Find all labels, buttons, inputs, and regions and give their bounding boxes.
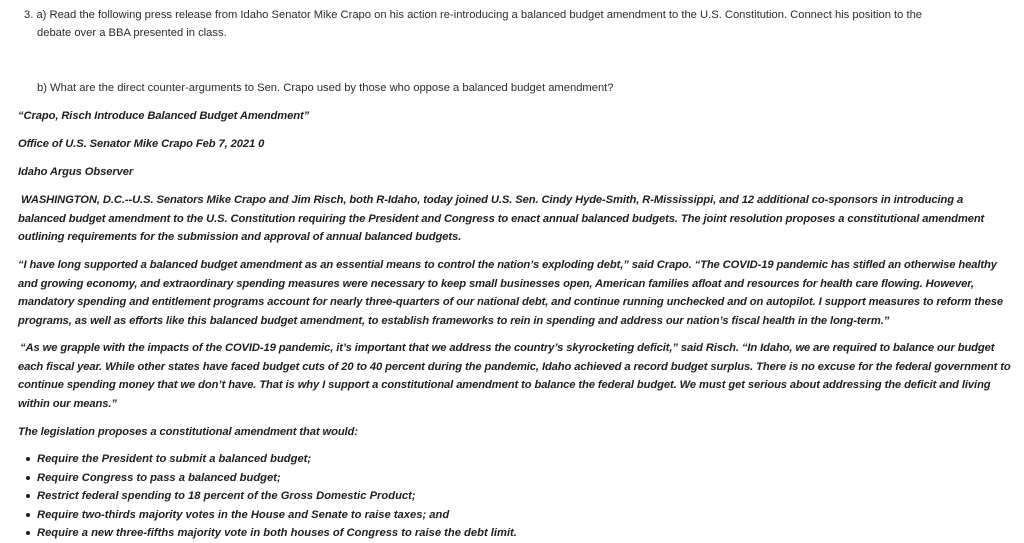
legislation-bullet-list: [18, 450, 918, 543]
list-item-text: Restrict federal spending to 18 percent of the Gross Domestic Product;: [37, 490, 416, 503]
question-3b: b) What are the direct counter-arguments to Sen. Crapo used by those who oppose a balanced budget amendment?: [37, 82, 614, 94]
article-paragraph-2: “I have long supported a balanced budget amendment as an essential means to control the nation’s exploding debt,” said Crapo. “The COVID-19 pandemic has stifled an otherwise healthy and growing economy, and extraordinary spending measures were necessary to keep small businesses open, American families afloat and resources for health care flowing. However, mandatory spending and entitlement programs account for nearly three-quarters of our national debt, and continue running unchecked and on autopilot. I support measures to reform these programs, as well as efforts like this balanced budget amendment, to establish frameworks to rein in spending and address our nation’s fiscal health in the long-term.”: [18, 259, 1003, 327]
list-item-text: Require two-thirds majority votes in the House and Senate to raise taxes; and: [37, 508, 450, 521]
list-item-text: Require Congress to pass a balanced budget;: [37, 471, 281, 484]
list-item-text: Require the President to submit a balanced budget;: [37, 453, 312, 465]
question-3a: [24, 6, 1009, 42]
list-item: [18, 487, 918, 506]
article-paragraph-1: [18, 191, 1008, 247]
list-item: [18, 469, 918, 488]
question-number: 3. a): [24, 9, 47, 21]
article-paragraph-3: [18, 339, 1012, 413]
list-item: [18, 524, 918, 543]
list-item: [18, 506, 918, 525]
paragraph-3-text: “As we grapple with the impacts of the COVID-19 pandemic, it’s important that we address the country’s skyrocketing deficit,” said Risch. “In Idaho, we are required to balance our budget each fiscal year. While other states have faced budget cuts of 20 to 40 percent during the pandemic, Idaho achieved a record budget surplus. There is no excuse for the federal government to continue spending money that we don’t have. That is why I support a constitutional amendment to balance the federal budget. We must get serious about addressing the deficit and living within our means.”: [18, 342, 1011, 410]
bullet-icon: [26, 476, 30, 480]
article-source: Idaho Argus Observer: [18, 166, 134, 178]
bullet-icon: [26, 457, 30, 461]
paragraph-1-text: WASHINGTON, D.C.--U.S. Senators Mike Crapo and Jim Risch, both R-Idaho, today joined U.S. Sen. Cindy Hyde-Smith, R-Mississippi, and 12 additional co-sponsors in introducing a balanced budget amendment to the U.S. Constitution requiring the President and Congress to enact annual balanced budgets. The joint resolution proposes a constitutional amendment outlining requirements for the submission and approval of annual balanced budgets.: [18, 194, 985, 244]
question-3a-line2: debate over a BBA presented in class.: [37, 27, 227, 39]
list-item-text: Require a new three-fifths majority vote in both houses of Congress to raise the debt limit.: [37, 527, 517, 540]
bullet-icon: [26, 494, 30, 498]
bullet-icon: [26, 513, 30, 517]
article-office-line: Office of U.S. Senator Mike Crapo Feb 7, 2021 0: [18, 138, 265, 150]
bullet-icon: [26, 531, 30, 535]
list-item: [18, 450, 918, 469]
legislation-intro: The legislation proposes a constitutional amendment that would:: [18, 426, 358, 438]
question-3a-line1: Read the following press release from Idaho Senator Mike Crapo on his action re-introducing a balanced budget amendment to the U.S. Constitution. Connect his position to the: [49, 9, 923, 21]
article-title: “Crapo, Risch Introduce Balanced Budget Amendment”: [18, 110, 310, 122]
